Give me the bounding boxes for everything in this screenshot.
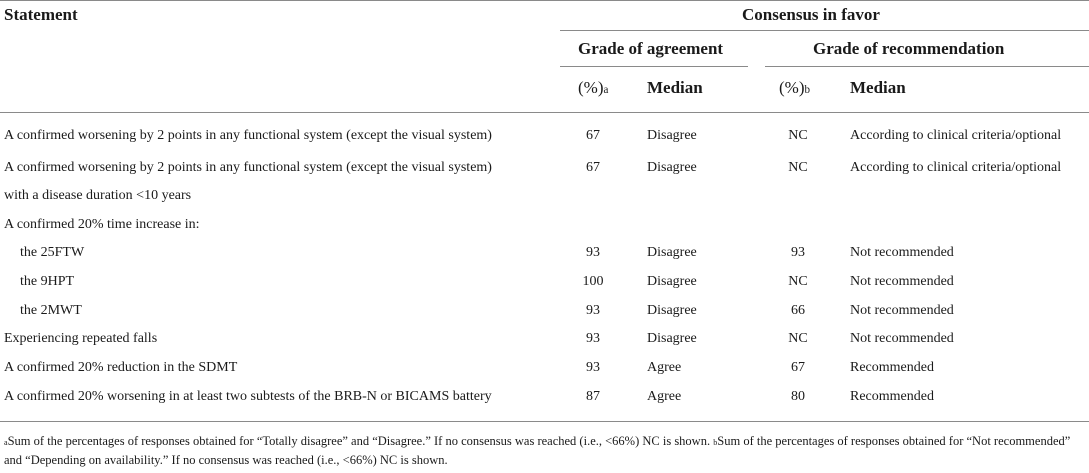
- agreement-median-cell: Disagree: [647, 128, 697, 143]
- recommendation-percent-cell: NC: [788, 128, 808, 143]
- recommendation-median-cell: According to clinical criteria/optional: [850, 160, 1062, 175]
- agreement-median-cell: Disagree: [647, 274, 697, 289]
- recommendation-median-cell: According to clinical criteria/optional: [850, 128, 1062, 143]
- recommendation-median-cell: Not recommended: [850, 274, 954, 289]
- agreement-median-cell: Disagree: [647, 160, 697, 175]
- statement-cell: with a disease duration <10 years: [4, 188, 192, 203]
- header-bottom-rule: [0, 112, 1089, 113]
- statement-cell: the 9HPT: [20, 274, 75, 289]
- recommendation-percent-cell: 67: [791, 360, 805, 375]
- agreement-median-cell: Agree: [647, 389, 682, 404]
- footnote-marker-b: b: [804, 84, 811, 96]
- statement-cell: the 2MWT: [20, 303, 82, 318]
- agreement-percent-cell: 93: [586, 303, 600, 318]
- header-grade-of-recommendation: Grade of recommendation: [813, 39, 1005, 58]
- statement-cell: the 25FTW: [20, 245, 85, 260]
- recommendation-percent-cell: NC: [788, 331, 808, 346]
- header-grade-of-agreement: Grade of agreement: [578, 39, 724, 58]
- header-agreement-percent-label: (%): [578, 78, 604, 97]
- statement-cell: A confirmed 20% reduction in the SDMT: [4, 360, 238, 375]
- header-consensus-in-favor: Consensus in favor: [742, 5, 880, 24]
- header-consensus-rule: [560, 30, 1089, 31]
- agreement-percent-cell: 87: [586, 389, 600, 404]
- recommendation-percent-cell: 66: [791, 303, 805, 318]
- table-top-rule: [0, 0, 1089, 1]
- table-row: [0, 271, 1089, 293]
- agreement-percent-cell: 100: [582, 274, 604, 289]
- statement-cell: A confirmed 20% time increase in:: [4, 217, 200, 232]
- statement-cell: Experiencing repeated falls: [4, 331, 158, 346]
- header-statement: Statement: [4, 5, 78, 24]
- table-row: [0, 214, 1089, 236]
- recommendation-percent-cell: 80: [791, 389, 805, 404]
- agreement-percent-cell: 93: [586, 360, 600, 375]
- agreement-median-cell: Agree: [647, 360, 682, 375]
- statement-cell: A confirmed worsening by 2 points in any functional system (except the visual system): [4, 160, 492, 175]
- table-row: [0, 386, 1089, 408]
- table-bottom-rule: [0, 421, 1089, 422]
- recommendation-percent-cell: 93: [791, 245, 805, 260]
- agreement-median-cell: Disagree: [647, 331, 697, 346]
- agreement-percent-cell: 67: [586, 160, 600, 175]
- recommendation-median-cell: Recommended: [850, 360, 934, 375]
- statement-cell: A confirmed worsening by 2 points in any functional system (except the visual system): [4, 128, 492, 143]
- header-recommendation-percent: [779, 78, 810, 98]
- table-row: [0, 328, 1089, 350]
- table-row: [0, 357, 1089, 379]
- header-agreement-rule: [560, 66, 748, 67]
- header-agreement-percent: [578, 78, 608, 98]
- footnote-b-text: Sum of the percentages of responses obtained for “Not recommended” and “Depending on availability.” If no consensus was reached (i.e., <66%) NC is shown.: [4, 434, 1071, 467]
- recommendation-percent-cell: NC: [788, 274, 808, 289]
- header-agreement-median: Median: [647, 78, 703, 97]
- recommendation-median-cell: Not recommended: [850, 331, 954, 346]
- statement-cell: A confirmed 20% worsening in at least two subtests of the BRB-N or BICAMS battery: [4, 389, 492, 404]
- table-row: [0, 125, 1089, 147]
- footnote-a-marker: a: [4, 438, 8, 447]
- agreement-percent-cell: 93: [586, 245, 600, 260]
- table-footnote: [4, 432, 1086, 470]
- agreement-percent-cell: 93: [586, 331, 600, 346]
- footnote-a-text: Sum of the percentages of responses obtained for “Totally disagree” and “Disagree.” If no consensus was reached (i.e., <66%) NC is shown.: [7, 434, 714, 448]
- agreement-percent-cell: 67: [586, 128, 600, 143]
- footnote-marker-a: a: [603, 84, 609, 96]
- header-recommendation-percent-label: (%): [779, 78, 805, 97]
- footnote-b-marker: b: [713, 438, 718, 447]
- recommendation-percent-cell: NC: [788, 160, 808, 175]
- header-recommendation-rule: [765, 66, 1089, 67]
- table-row-continuation: [0, 185, 1089, 207]
- table-row: [0, 242, 1089, 264]
- header-recommendation-median: Median: [850, 78, 906, 97]
- table-row: [0, 157, 1089, 179]
- agreement-median-cell: Disagree: [647, 303, 697, 318]
- recommendation-median-cell: Recommended: [850, 389, 934, 404]
- recommendation-median-cell: Not recommended: [850, 303, 954, 318]
- agreement-median-cell: Disagree: [647, 245, 697, 260]
- table-row: [0, 300, 1089, 322]
- recommendation-median-cell: Not recommended: [850, 245, 954, 260]
